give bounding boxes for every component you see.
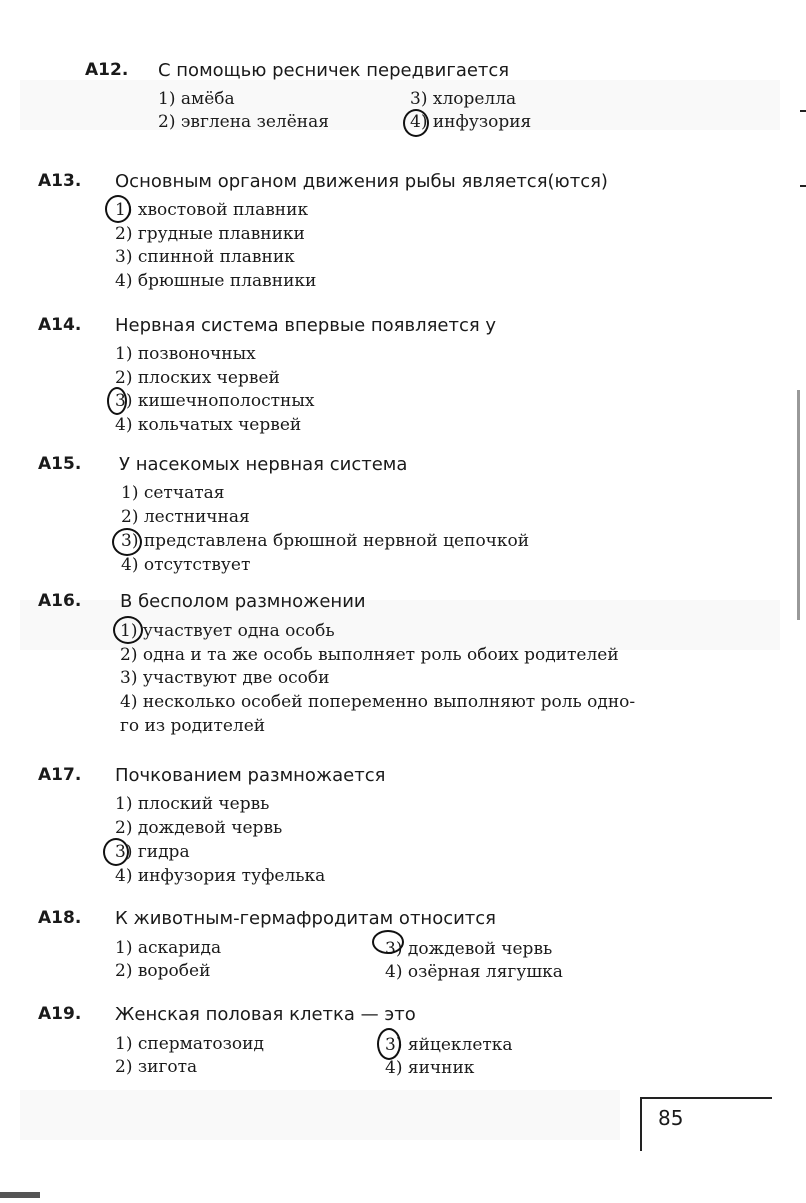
question-prompt: Почкованием размножается [115,765,386,786]
binding-shadow [797,390,800,620]
option-1: 1) плоский червь [115,794,270,814]
answer-circle [112,528,142,556]
option-1: 1) хвостовой плавник [115,200,309,220]
answer-circle [403,109,429,137]
option-3: 3) гидра [115,842,190,862]
question-number: А15. [38,454,82,474]
answer-circle [107,387,127,415]
question-number: А17. [38,765,82,785]
option-2: 2) воробей [115,961,211,981]
question-number: А16. [38,591,82,611]
question-number: А12. [85,60,129,80]
option-3: 3) представлена брюшной нервной цепочкой [121,531,530,551]
option-1: 1) сперматозоид [115,1034,264,1054]
answer-circle [105,195,131,223]
option-4: 4) инфузория [410,112,532,132]
option-4: 4) несколько особей попеременно выполняют роль одно- [120,692,636,712]
option-4-continued: го из родителей [120,716,266,736]
page-number: 85 [658,1106,684,1130]
question-number: А13. [38,171,82,191]
question-prompt: В бесполом размножении [120,591,366,612]
answer-circle [377,1028,401,1060]
option-2: 2) эвглена зелёная [158,112,329,132]
option-1: 1) сетчатая [121,483,225,503]
option-2: 2) плоских червей [115,368,280,388]
option-1: 1) амёба [158,89,235,109]
option-3: 3) дождевой червь [385,939,553,959]
question-prompt: Женская половая клетка — это [115,1004,416,1025]
edge-mark [800,110,806,112]
watermark-band-bottom [20,1090,620,1140]
option-4: 4) яичник [385,1058,475,1078]
option-4: 4) брюшные плавники [115,271,317,291]
option-4: 4) отсутствует [121,555,251,575]
option-2: 2) грудные плавники [115,224,305,244]
option-3: 3) яйцеклетка [385,1035,513,1055]
option-3: 3) кишечнополостных [115,391,315,411]
option-1: 1) аскарида [115,938,222,958]
answer-circle [372,930,404,954]
option-3: 3) хлорелла [410,89,517,109]
question-number: А14. [38,315,82,335]
option-3: 3) участвуют две особи [120,668,330,688]
option-3: 3) спинной плавник [115,247,295,267]
option-4: 4) кольчатых червей [115,415,302,435]
option-2: 2) зигота [115,1057,198,1077]
option-1: 1) позвоночных [115,344,256,364]
question-prompt: Основным органом движения рыбы является(ются) [115,171,608,192]
question-prompt: Нервная система впервые появляется у [115,315,497,336]
edge-mark [800,185,806,187]
edge-mark [0,1192,40,1198]
question-number: А18. [38,908,82,928]
option-1: 1) участвует одна особь [120,621,335,641]
option-2: 2) дождевой червь [115,818,283,838]
option-2: 2) одна и та же особь выполняет роль обоих родителей [120,645,619,665]
watermark-band-top [20,80,780,130]
question-prompt: С помощью ресничек передвигается [158,60,510,81]
answer-circle [103,838,129,866]
option-4: 4) озёрная лягушка [385,962,563,982]
question-prompt: У насекомых нервная система [119,454,408,475]
option-2: 2) лестничная [121,507,250,527]
answer-circle [113,616,143,644]
question-prompt: К животным-гермафродитам относится [115,908,497,929]
option-4: 4) инфузория туфелька [115,866,326,886]
question-number: А19. [38,1004,82,1024]
